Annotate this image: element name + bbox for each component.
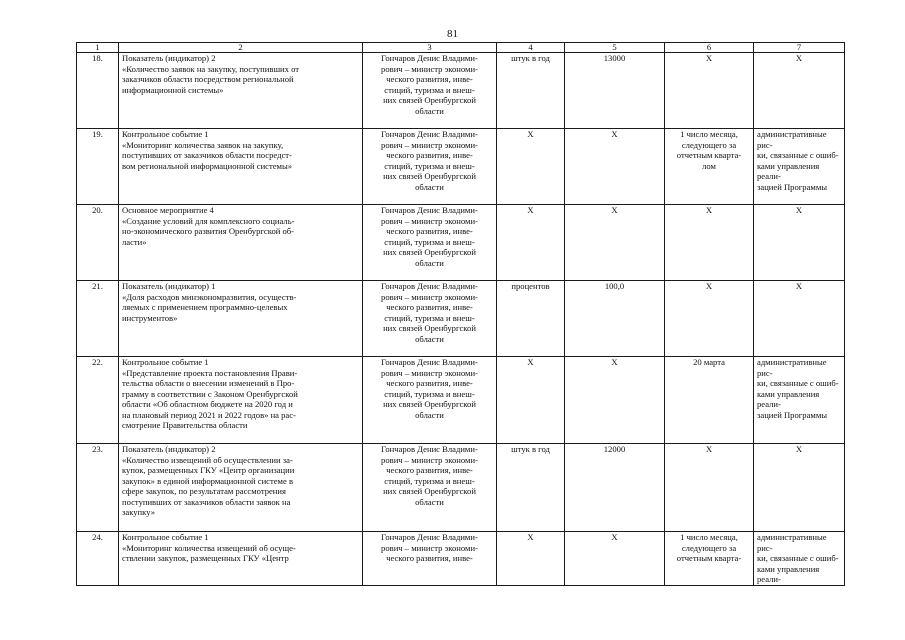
table-row — [77, 532, 845, 586]
row-deadline: Х — [665, 281, 754, 357]
row-number: 20. — [77, 205, 119, 281]
row-risks: административные рис- ки, связанные с ошиб- ками управления реали- — [754, 532, 845, 586]
row-name: Показатель (индикатор) 2 «Количество заявок на закупку, поступивших от заказчиков области посредством региональной информационной системы» — [119, 53, 363, 129]
table-row — [77, 357, 845, 444]
row-unit: Х — [497, 129, 565, 205]
row-risks: Х — [754, 281, 845, 357]
row-value: Х — [565, 205, 665, 281]
row-deadline: Х — [665, 205, 754, 281]
row-number: 22. — [77, 357, 119, 444]
row-number: 24. — [77, 532, 119, 586]
page-number: 81 — [447, 28, 458, 40]
column-header: 2 — [119, 43, 363, 53]
row-number: 21. — [77, 281, 119, 357]
table-row — [77, 205, 845, 281]
table-row — [77, 129, 845, 205]
column-header: 1 — [77, 43, 119, 53]
row-unit: Х — [497, 357, 565, 444]
row-name: Контрольное событие 1 «Представление проекта постановления Прави- тельства области о внесении изменений в Про- грамму в соответствии с Законом Оренбургской области «Об областном бюджете на 2020 год и на плановый период 2021 и 2022 годов» на рас- смотрение Правительства области — [119, 357, 363, 444]
row-number: 23. — [77, 444, 119, 532]
row-risks: Х — [754, 53, 845, 129]
column-header: 6 — [665, 43, 754, 53]
row-responsible: Гончаров Денис Владими- рович – министр экономи- ческого развития, инве- стиций, туризма и внеш- них связей Оренбургской области — [363, 129, 497, 205]
row-name: Контрольное событие 1 «Мониторинг количества заявок на закупку, поступивших от заказчиков области посредст- вом региональной информационной системы» — [119, 129, 363, 205]
row-deadline: 1 число месяца, следующего за отчетным кварта- — [665, 532, 754, 586]
row-risks: административные рис- ки, связанные с ошиб- ками управления реали- зацией Программы — [754, 357, 845, 444]
row-responsible: Гончаров Денис Владими- рович – министр экономи- ческого развития, инве- стиций, туризма и внеш- них связей Оренбургской области — [363, 444, 497, 532]
row-unit: штук в год — [497, 444, 565, 532]
row-value: 12000 — [565, 444, 665, 532]
row-number: 19. — [77, 129, 119, 205]
row-responsible: Гончаров Денис Владими- рович – министр экономи- ческого развития, инве- стиций, туризма и внеш- них связей Оренбургской области — [363, 281, 497, 357]
table-row — [77, 281, 845, 357]
row-value: Х — [565, 357, 665, 444]
row-deadline: 1 число месяца, следующего за отчетным кварта- лом — [665, 129, 754, 205]
table-row — [77, 444, 845, 532]
row-unit: штук в год — [497, 53, 565, 129]
row-deadline: 20 марта — [665, 357, 754, 444]
row-deadline: Х — [665, 53, 754, 129]
program-table — [76, 42, 845, 586]
row-name: Показатель (индикатор) 1 «Доля расходов минэкономразвития, осуществ- ляемых с применением программно-целевых инструментов» — [119, 281, 363, 357]
row-responsible: Гончаров Денис Владими- рович – министр экономи- ческого развития, инве- стиций, туризма и внеш- них связей Оренбургской области — [363, 205, 497, 281]
column-header: 3 — [363, 43, 497, 53]
row-value: Х — [565, 532, 665, 586]
row-risks: Х — [754, 444, 845, 532]
row-name: Контрольное событие 1 «Мониторинг количества извещений об осуще- ствлении закупок, размещенных ГКУ «Центр — [119, 532, 363, 586]
header-row — [77, 43, 845, 53]
row-responsible: Гончаров Денис Владими- рович – министр экономи- ческого развития, инве- стиций, туризма и внеш- них связей Оренбургской области — [363, 53, 497, 129]
row-name: Показатель (индикатор) 2 «Количество извещений об осуществлении за- купок, размещенных ГКУ «Центр организации закупок» в единой информационной системе в сфере закупок, по результатам рассмотрения поступивших от заказчиков области заявок на закупку» — [119, 444, 363, 532]
row-name: Основное мероприятие 4 «Создание условий для комплексного социаль- но-экономического развития Оренбургской об- ласти» — [119, 205, 363, 281]
row-number: 18. — [77, 53, 119, 129]
column-header: 5 — [565, 43, 665, 53]
table-row — [77, 53, 845, 129]
row-unit: Х — [497, 205, 565, 281]
row-value: 100,0 — [565, 281, 665, 357]
row-responsible: Гончаров Денис Владими- рович – министр экономи- ческого развития, инве- — [363, 532, 497, 586]
column-header: 7 — [754, 43, 845, 53]
row-deadline: Х — [665, 444, 754, 532]
row-risks: Х — [754, 205, 845, 281]
row-unit: Х — [497, 532, 565, 586]
column-header: 4 — [497, 43, 565, 53]
row-value: 13000 — [565, 53, 665, 129]
row-unit: процентов — [497, 281, 565, 357]
row-value: Х — [565, 129, 665, 205]
row-risks: административные рис- ки, связанные с ошиб- ками управления реали- зацией Программы — [754, 129, 845, 205]
row-responsible: Гончаров Денис Владими- рович – министр экономи- ческого развития, инве- стиций, туризма и внеш- них связей Оренбургской области — [363, 357, 497, 444]
